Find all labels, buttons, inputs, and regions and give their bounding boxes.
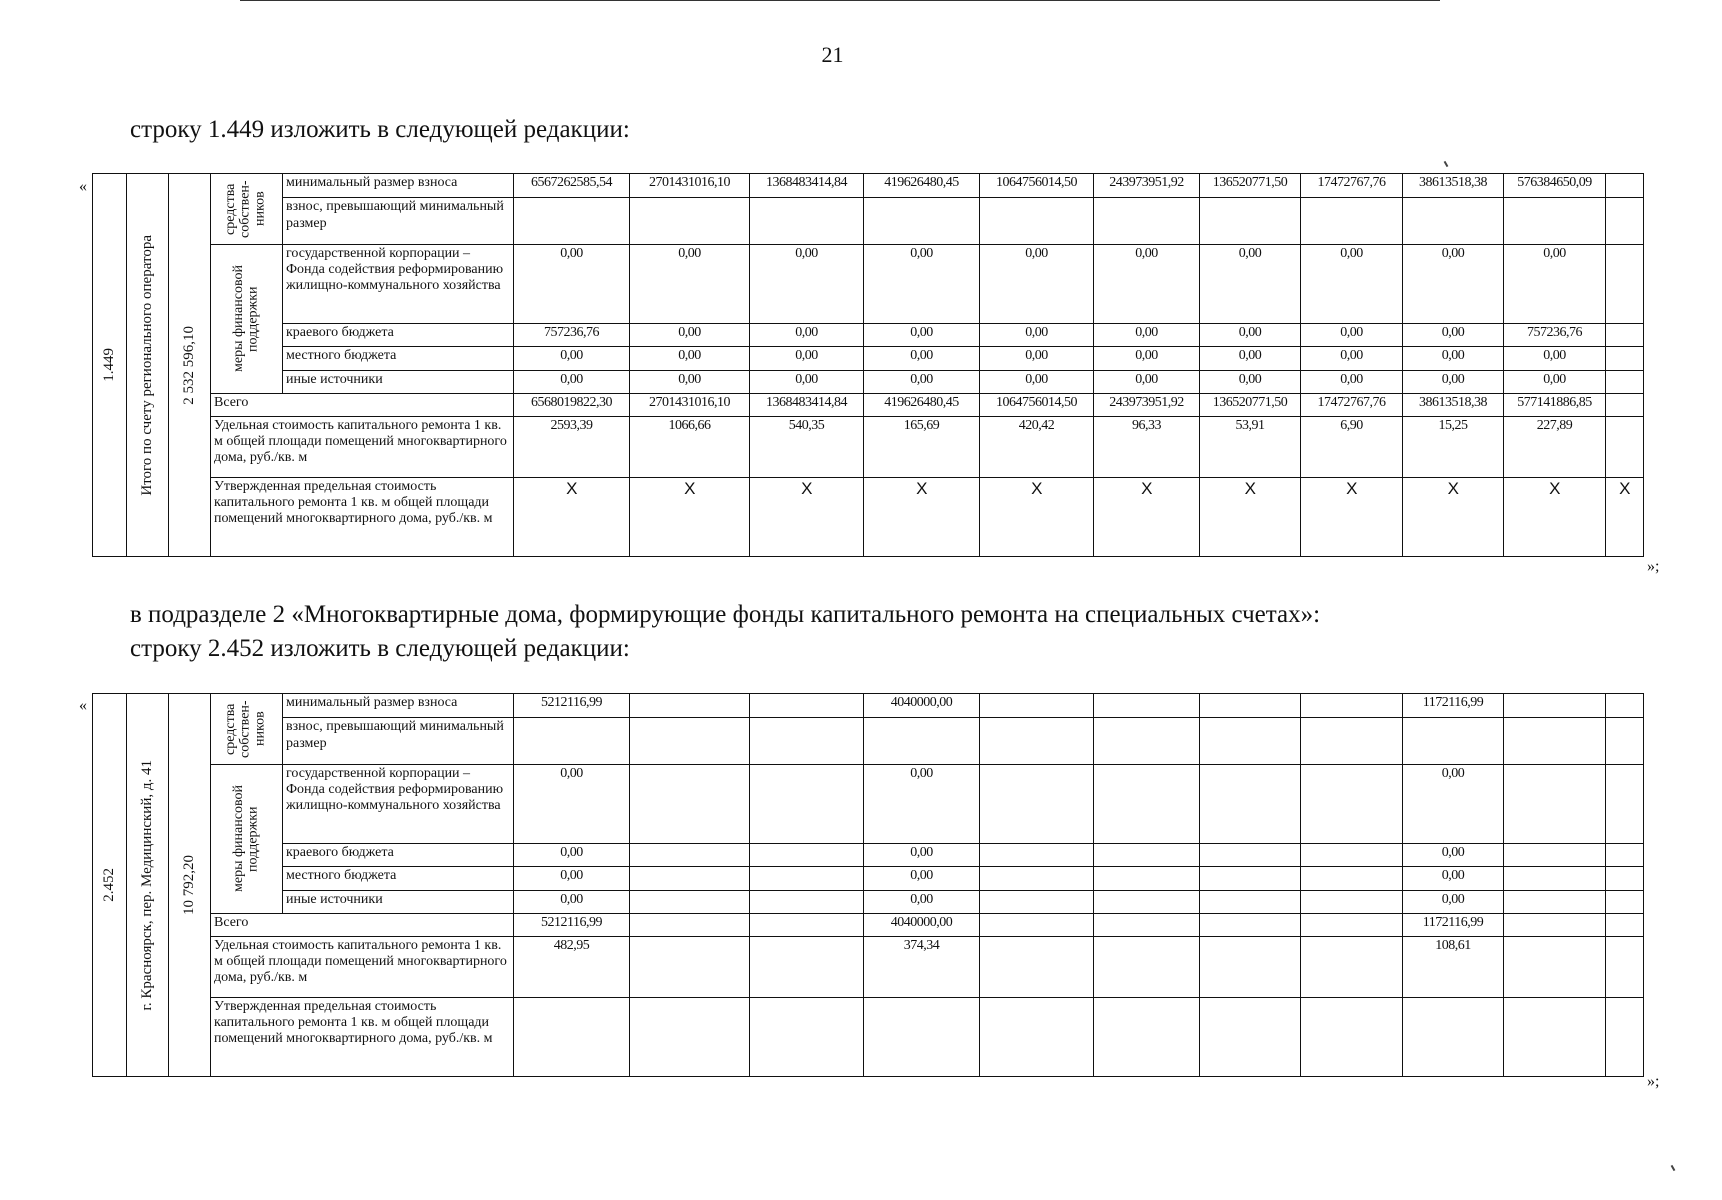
value-cell: 0,00 (1403, 324, 1504, 347)
value-cell: 0,00 (750, 347, 864, 371)
value-cell (980, 765, 1094, 844)
value-cell (1200, 765, 1301, 844)
closing-quote: »; (1647, 558, 1660, 575)
value-cell (1301, 765, 1403, 844)
value-cell: 0,00 (864, 245, 980, 324)
value-cell (630, 718, 750, 765)
opening-quote: « (79, 697, 87, 714)
value-cell: 2593,39 (514, 417, 630, 478)
value-cell: 482,95 (514, 937, 630, 998)
table-row (93, 417, 1644, 478)
value-cell: 757236,76 (1504, 324, 1606, 347)
value-cell (750, 937, 864, 998)
table-row (93, 891, 1644, 914)
value-cell (1606, 245, 1644, 324)
group-own-funds-cell (211, 174, 283, 245)
value-cell: 6567262585,54 (514, 174, 630, 198)
value-cell (1301, 718, 1403, 765)
table-row (93, 694, 1644, 718)
row-label: Утвержденная предельная стоимость капитального ремонта 1 кв. м общей площади помещений многоквартирного дома, руб./кв. м (211, 998, 514, 1077)
closing-quote: »; (1647, 1073, 1660, 1090)
value-cell: 1064756014,50 (980, 174, 1094, 198)
value-cell (1301, 891, 1403, 914)
value-cell: 0,00 (864, 347, 980, 371)
value-cell: 0,00 (1301, 245, 1403, 324)
area-cell (169, 694, 211, 1077)
value-cell: 0,00 (1094, 371, 1200, 394)
value-cell: 2701431016,10 (630, 394, 750, 417)
value-cell: 0,00 (1200, 371, 1301, 394)
value-cell (1094, 694, 1200, 718)
value-cell (1606, 718, 1644, 765)
value-cell (864, 998, 980, 1077)
row-label: Утвержденная предельная стоимость капитального ремонта 1 кв. м общей площади помещений многоквартирного дома, руб./кв. м (211, 478, 514, 557)
value-cell (1504, 844, 1606, 867)
value-cell: 0,00 (514, 867, 630, 891)
value-cell (1200, 718, 1301, 765)
value-cell: X (750, 478, 864, 557)
value-cell: 0,00 (1301, 347, 1403, 371)
value-cell (630, 765, 750, 844)
heading-row-2452: строку 2.452 изложить в следующей редакции: (130, 635, 630, 662)
table-row (93, 998, 1644, 1077)
row-label: Удельная стоимость капитального ремонта 1 кв. м общей площади помещений многоквартирного дома, руб./кв. м (211, 937, 514, 998)
value-cell (750, 844, 864, 867)
value-cell: 0,00 (1403, 891, 1504, 914)
value-cell (750, 718, 864, 765)
value-cell (980, 694, 1094, 718)
group-support-cell (211, 245, 283, 394)
value-cell: 0,00 (1403, 867, 1504, 891)
value-cell: 0,00 (864, 891, 980, 914)
group-financial-support: меры финансовой поддержки (230, 785, 261, 893)
value-cell: 0,00 (1403, 765, 1504, 844)
value-cell (514, 198, 630, 245)
table-row (93, 371, 1644, 394)
value-cell (750, 198, 864, 245)
value-cell (864, 718, 980, 765)
row-label: минимальный размер взноса (283, 174, 514, 198)
table-row (93, 245, 1644, 324)
value-cell (1504, 891, 1606, 914)
value-cell: 374,34 (864, 937, 980, 998)
value-cell (1094, 891, 1200, 914)
address-cell (127, 174, 169, 557)
value-cell: 0,00 (864, 765, 980, 844)
value-cell (1606, 324, 1644, 347)
value-cell (980, 844, 1094, 867)
value-cell: X (1403, 478, 1504, 557)
table-row (93, 324, 1644, 347)
value-cell (514, 998, 630, 1077)
value-cell: 1064756014,50 (980, 394, 1094, 417)
value-cell: 0,00 (630, 371, 750, 394)
value-cell: 0,00 (514, 245, 630, 324)
value-cell: 0,00 (514, 891, 630, 914)
total-area: 10 792,20 (180, 855, 197, 915)
building-address: г. Красноярск, пер. Медицинский, д. 41 (138, 759, 155, 1011)
value-cell (1301, 844, 1403, 867)
value-cell: 0,00 (514, 844, 630, 867)
value-cell: 0,00 (630, 324, 750, 347)
value-cell (1301, 914, 1403, 937)
value-cell: 0,00 (980, 245, 1094, 324)
row-number-cell (93, 174, 127, 557)
value-cell: X (1606, 478, 1644, 557)
value-cell: 4040000,00 (864, 914, 980, 937)
row-label: государственной корпорации – Фонда содействия реформированию жилищно-коммунального хозяйства (283, 245, 514, 324)
row-label: краевого бюджета (283, 844, 514, 867)
value-cell (1094, 998, 1200, 1077)
value-cell (750, 867, 864, 891)
value-cell: 136520771,50 (1200, 394, 1301, 417)
value-cell: 0,00 (1200, 347, 1301, 371)
value-cell: 0,00 (1504, 245, 1606, 324)
value-cell (1094, 765, 1200, 844)
value-cell: 1172116,99 (1403, 694, 1504, 718)
value-cell: 96,33 (1094, 417, 1200, 478)
row-label: Всего (211, 914, 514, 937)
value-cell (1606, 198, 1644, 245)
value-cell: 0,00 (1403, 245, 1504, 324)
value-cell (1200, 891, 1301, 914)
value-cell: 6568019822,30 (514, 394, 630, 417)
value-cell: 0,00 (1301, 324, 1403, 347)
table-row (93, 198, 1644, 245)
value-cell: X (1301, 478, 1403, 557)
value-cell (750, 694, 864, 718)
value-cell (750, 891, 864, 914)
value-cell (630, 694, 750, 718)
value-cell: 15,25 (1403, 417, 1504, 478)
value-cell (1094, 914, 1200, 937)
value-cell (1504, 198, 1606, 245)
value-cell: 0,00 (1301, 371, 1403, 394)
value-cell (1606, 891, 1644, 914)
group-financial-support: меры финансовой поддержки (230, 265, 261, 373)
row-label: Удельная стоимость капитального ремонта 1 кв. м общей площади помещений многоквартирного дома, руб./кв. м (211, 417, 514, 478)
value-cell: 1066,66 (630, 417, 750, 478)
value-cell: 0,00 (1094, 324, 1200, 347)
value-cell: 0,00 (1403, 844, 1504, 867)
value-cell: 0,00 (1094, 347, 1200, 371)
table-row (93, 844, 1644, 867)
value-cell (1606, 694, 1644, 718)
value-cell: 38613518,38 (1403, 174, 1504, 198)
value-cell (630, 914, 750, 937)
value-cell: 540,35 (750, 417, 864, 478)
value-cell: 1172116,99 (1403, 914, 1504, 937)
table-row (93, 174, 1644, 198)
value-cell: 108,61 (1403, 937, 1504, 998)
value-cell: 757236,76 (514, 324, 630, 347)
heading-row-1449: строку 1.449 изложить в следующей редакции: (130, 116, 630, 143)
value-cell (1504, 937, 1606, 998)
page-number: 21 (821, 42, 844, 67)
row-label: Всего (211, 394, 514, 417)
value-cell (1606, 371, 1644, 394)
value-cell: 0,00 (1200, 245, 1301, 324)
value-cell: 576384650,09 (1504, 174, 1606, 198)
table-row (93, 937, 1644, 998)
row-label: краевого бюджета (283, 324, 514, 347)
value-cell (1606, 417, 1644, 478)
value-cell: 243973951,92 (1094, 174, 1200, 198)
value-cell (1301, 198, 1403, 245)
value-cell (1094, 844, 1200, 867)
value-cell: 0,00 (514, 371, 630, 394)
address-cell (127, 694, 169, 1077)
value-cell: 0,00 (630, 245, 750, 324)
value-cell (750, 765, 864, 844)
total-area: 2 532 596,10 (180, 325, 197, 405)
value-cell (1200, 694, 1301, 718)
value-cell: 0,00 (514, 347, 630, 371)
value-cell: 0,00 (1504, 371, 1606, 394)
value-cell: 577141886,85 (1504, 394, 1606, 417)
value-cell: 0,00 (750, 245, 864, 324)
value-cell (1301, 937, 1403, 998)
value-cell (1403, 198, 1504, 245)
row-label: взнос, превышающий минимальный размер (283, 198, 514, 245)
value-cell (1200, 937, 1301, 998)
value-cell: X (980, 478, 1094, 557)
value-cell (630, 937, 750, 998)
value-cell: 165,69 (864, 417, 980, 478)
opening-quote: « (79, 178, 87, 195)
group-own-funds: средства собствен-ников (223, 180, 268, 238)
value-cell (1094, 718, 1200, 765)
table-row (93, 347, 1644, 371)
pen-mark (1444, 161, 1449, 167)
value-cell (1200, 198, 1301, 245)
value-cell: X (864, 478, 980, 557)
table-row (93, 478, 1644, 557)
amendment-table (92, 693, 1644, 1077)
value-cell (1094, 867, 1200, 891)
table-row (93, 394, 1644, 417)
value-cell: 0,00 (750, 371, 864, 394)
value-cell: 5212116,99 (514, 914, 630, 937)
value-cell: 0,00 (630, 347, 750, 371)
value-cell: 0,00 (750, 324, 864, 347)
area-cell (169, 174, 211, 557)
table-row (93, 867, 1644, 891)
value-cell (1200, 844, 1301, 867)
value-cell (1606, 998, 1644, 1077)
pen-mark (1671, 1165, 1676, 1171)
value-cell: 5212116,99 (514, 694, 630, 718)
table-row (93, 718, 1644, 765)
value-cell (1301, 998, 1403, 1077)
group-own-funds: средства собствен-ников (223, 700, 268, 758)
group-support-cell (211, 765, 283, 914)
value-cell (980, 914, 1094, 937)
value-cell: 0,00 (980, 347, 1094, 371)
value-cell (1504, 914, 1606, 937)
value-cell (980, 998, 1094, 1077)
value-cell (1606, 347, 1644, 371)
row-number: 1.449 (100, 348, 117, 382)
value-cell (750, 914, 864, 937)
value-cell: 136520771,50 (1200, 174, 1301, 198)
value-cell (1504, 998, 1606, 1077)
value-cell (1606, 765, 1644, 844)
table-row (93, 765, 1644, 844)
value-cell (630, 198, 750, 245)
value-cell (1606, 174, 1644, 198)
value-cell: 0,00 (864, 867, 980, 891)
value-cell (1403, 718, 1504, 765)
value-cell: X (1504, 478, 1606, 557)
value-cell: 6,90 (1301, 417, 1403, 478)
top-rule (240, 0, 1440, 1)
value-cell: 0,00 (1403, 347, 1504, 371)
value-cell (1504, 765, 1606, 844)
value-cell: 1368483414,84 (750, 174, 864, 198)
row-label: иные источники (283, 371, 514, 394)
value-cell (750, 998, 864, 1077)
group-own-funds-cell (211, 694, 283, 765)
value-cell (1200, 867, 1301, 891)
row-label: местного бюджета (283, 867, 514, 891)
row-label: минимальный размер взноса (283, 694, 514, 718)
value-cell (630, 998, 750, 1077)
row-label: местного бюджета (283, 347, 514, 371)
row-label: иные источники (283, 891, 514, 914)
value-cell: 0,00 (980, 371, 1094, 394)
value-cell: 0,00 (1504, 347, 1606, 371)
building-address: Итого по счету регионального оператора (138, 234, 155, 496)
value-cell: 0,00 (864, 371, 980, 394)
value-cell: 0,00 (514, 765, 630, 844)
value-cell (980, 867, 1094, 891)
value-cell (1606, 844, 1644, 867)
value-cell: 17472767,76 (1301, 174, 1403, 198)
value-cell (1606, 867, 1644, 891)
value-cell: 419626480,45 (864, 174, 980, 198)
value-cell: X (1200, 478, 1301, 557)
value-cell (1094, 198, 1200, 245)
value-cell (1301, 867, 1403, 891)
value-cell (1606, 394, 1644, 417)
value-cell (1504, 718, 1606, 765)
row-number-cell (93, 694, 127, 1077)
value-cell: 243973951,92 (1094, 394, 1200, 417)
heading-subsection-2: в подразделе 2 «Многоквартирные дома, формирующие фонды капитального ремонта на специальных счетах»: (130, 601, 1321, 628)
value-cell: 0,00 (1094, 245, 1200, 324)
value-cell: 53,91 (1200, 417, 1301, 478)
value-cell: 38613518,38 (1403, 394, 1504, 417)
value-cell (980, 891, 1094, 914)
value-cell (980, 198, 1094, 245)
value-cell (1403, 998, 1504, 1077)
value-cell: 17472767,76 (1301, 394, 1403, 417)
value-cell (1200, 998, 1301, 1077)
row-number: 2.452 (100, 868, 117, 902)
value-cell (1606, 937, 1644, 998)
value-cell (514, 718, 630, 765)
row-label: государственной корпорации – Фонда содействия реформированию жилищно-коммунального хозяйства (283, 765, 514, 844)
value-cell (1200, 914, 1301, 937)
value-cell (630, 891, 750, 914)
amendment-table (92, 173, 1644, 557)
row-label: взнос, превышающий минимальный размер (283, 718, 514, 765)
value-cell (1094, 937, 1200, 998)
value-cell (980, 937, 1094, 998)
value-cell: 0,00 (864, 844, 980, 867)
value-cell: 1368483414,84 (750, 394, 864, 417)
value-cell: 0,00 (1200, 324, 1301, 347)
value-cell: 4040000,00 (864, 694, 980, 718)
value-cell (1504, 694, 1606, 718)
value-cell (864, 198, 980, 245)
value-cell: X (514, 478, 630, 557)
value-cell: 420,42 (980, 417, 1094, 478)
value-cell: X (630, 478, 750, 557)
value-cell: 227,89 (1504, 417, 1606, 478)
value-cell: X (1094, 478, 1200, 557)
value-cell (1606, 914, 1644, 937)
value-cell (630, 867, 750, 891)
value-cell: 419626480,45 (864, 394, 980, 417)
value-cell: 2701431016,10 (630, 174, 750, 198)
value-cell: 0,00 (1403, 371, 1504, 394)
value-cell (1504, 867, 1606, 891)
value-cell: 0,00 (980, 324, 1094, 347)
value-cell: 0,00 (864, 324, 980, 347)
value-cell (630, 844, 750, 867)
value-cell (980, 718, 1094, 765)
value-cell (1301, 694, 1403, 718)
table-row (93, 914, 1644, 937)
